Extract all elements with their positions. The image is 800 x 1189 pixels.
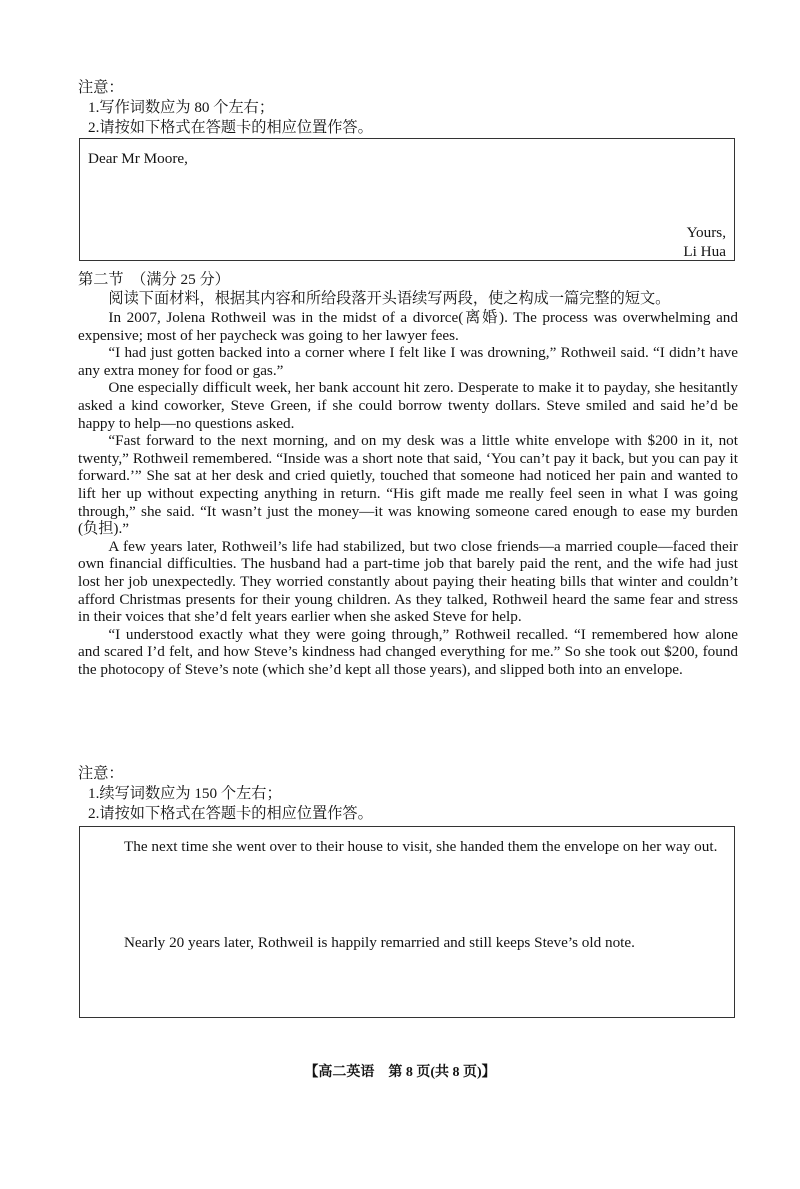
continuation-notes (78, 764, 758, 824)
passage-paragraph: One especially difficult week, her bank account hit zero. Desperate to make it to payday, she hesitantly asked a kind coworker, Steve Green, if she could borrow twenty dollars. Steve smiled and said he’d be happy to help—no questions asked. (78, 379, 738, 432)
letter-signature: Li Hua (683, 243, 726, 260)
passage-paragraph: “Fast forward to the next morning, and on my desk was a little white envelope with $200 in it, not twenty,” Rothweil remembered. “Inside was a short note that said, ‘You can’t pay it back, but you can pay it forward.’” She sat at her desk and cried quietly, touched that someone had noticed her pain and wanted to lift her up without expecting anything in return. “His gift made me really feel seen in what I was going through,” she said. “It wasn’t just the money—it was knowing someone cared enough to ease my burden (负担).” (78, 432, 738, 538)
letter-signature-block (683, 223, 726, 261)
continuation-opening-2: Nearly 20 years later, Rothweil is happily remarried and still keeps Steve’s old note. (123, 934, 635, 951)
letter-greeting: Dear Mr Moore, (88, 150, 188, 167)
letter-answer-box (79, 138, 735, 261)
page-footer: 【高二英语 第 8 页(共 8 页)】 (304, 1065, 496, 1080)
note-item: 1.续写词数应为 150 个左右； (88, 785, 282, 802)
note-item: 2.请按如下格式在答题卡的相应位置作答。 (88, 805, 373, 822)
section-instruction: 阅读下面材料，根据其内容和所给段落开头语续写两段，使之构成一篇完整的短文。 (108, 290, 671, 307)
passage-paragraph: A few years later, Rothweil’s life had stabilized, but two close friends—a married couple—faced their own financial difficulties. The husband had a part-time job that barely paid the rent, and the wife had just lost her job unexpectedly. They worried constantly about paying their heating bills that winter and couldn’t afford Christmas presents for their young children. As they talked, Rothweil heard the same fear and stress in their voices that she’d felt years earlier when she asked Steve for help. (78, 537, 738, 626)
letter-closing: Yours, (686, 224, 726, 241)
continuation-opening-1: The next time she went over to their house to visit, she handed them the envelope on her way out. (123, 838, 718, 855)
passage-paragraph: “I understood exactly what they were going through,” Rothweil recalled. “I remembered how alone and scared I’d felt, and how Steve’s kindness had changed everything for me.” So she took out $200, found the photocopy of Steve’s note (which she’d kept all those years), and slipped both into an envelope. (78, 625, 738, 678)
section-two (78, 270, 738, 678)
passage-paragraph: In 2007, Jolena Rothweil was in the midst of a divorce(离婚). The process was overwhelming and expensive; most of her paycheck was going to her lawyer fees. (78, 309, 738, 344)
note-item: 1.写作词数应为 80 个左右； (88, 99, 275, 116)
note-item: 2.请按如下格式在答题卡的相应位置作答。 (88, 119, 373, 136)
notes-heading: 注意： (78, 765, 124, 782)
section-title: 第二节 （满分 25 分） (78, 271, 230, 288)
writing-notes (78, 78, 758, 138)
continuation-answer-box (79, 826, 735, 1018)
passage-paragraph: “I had just gotten backed into a corner where I felt like I was drowning,” Rothweil said. “I didn’t have any extra money for food or gas.” (78, 344, 738, 379)
notes-heading: 注意： (78, 79, 124, 96)
